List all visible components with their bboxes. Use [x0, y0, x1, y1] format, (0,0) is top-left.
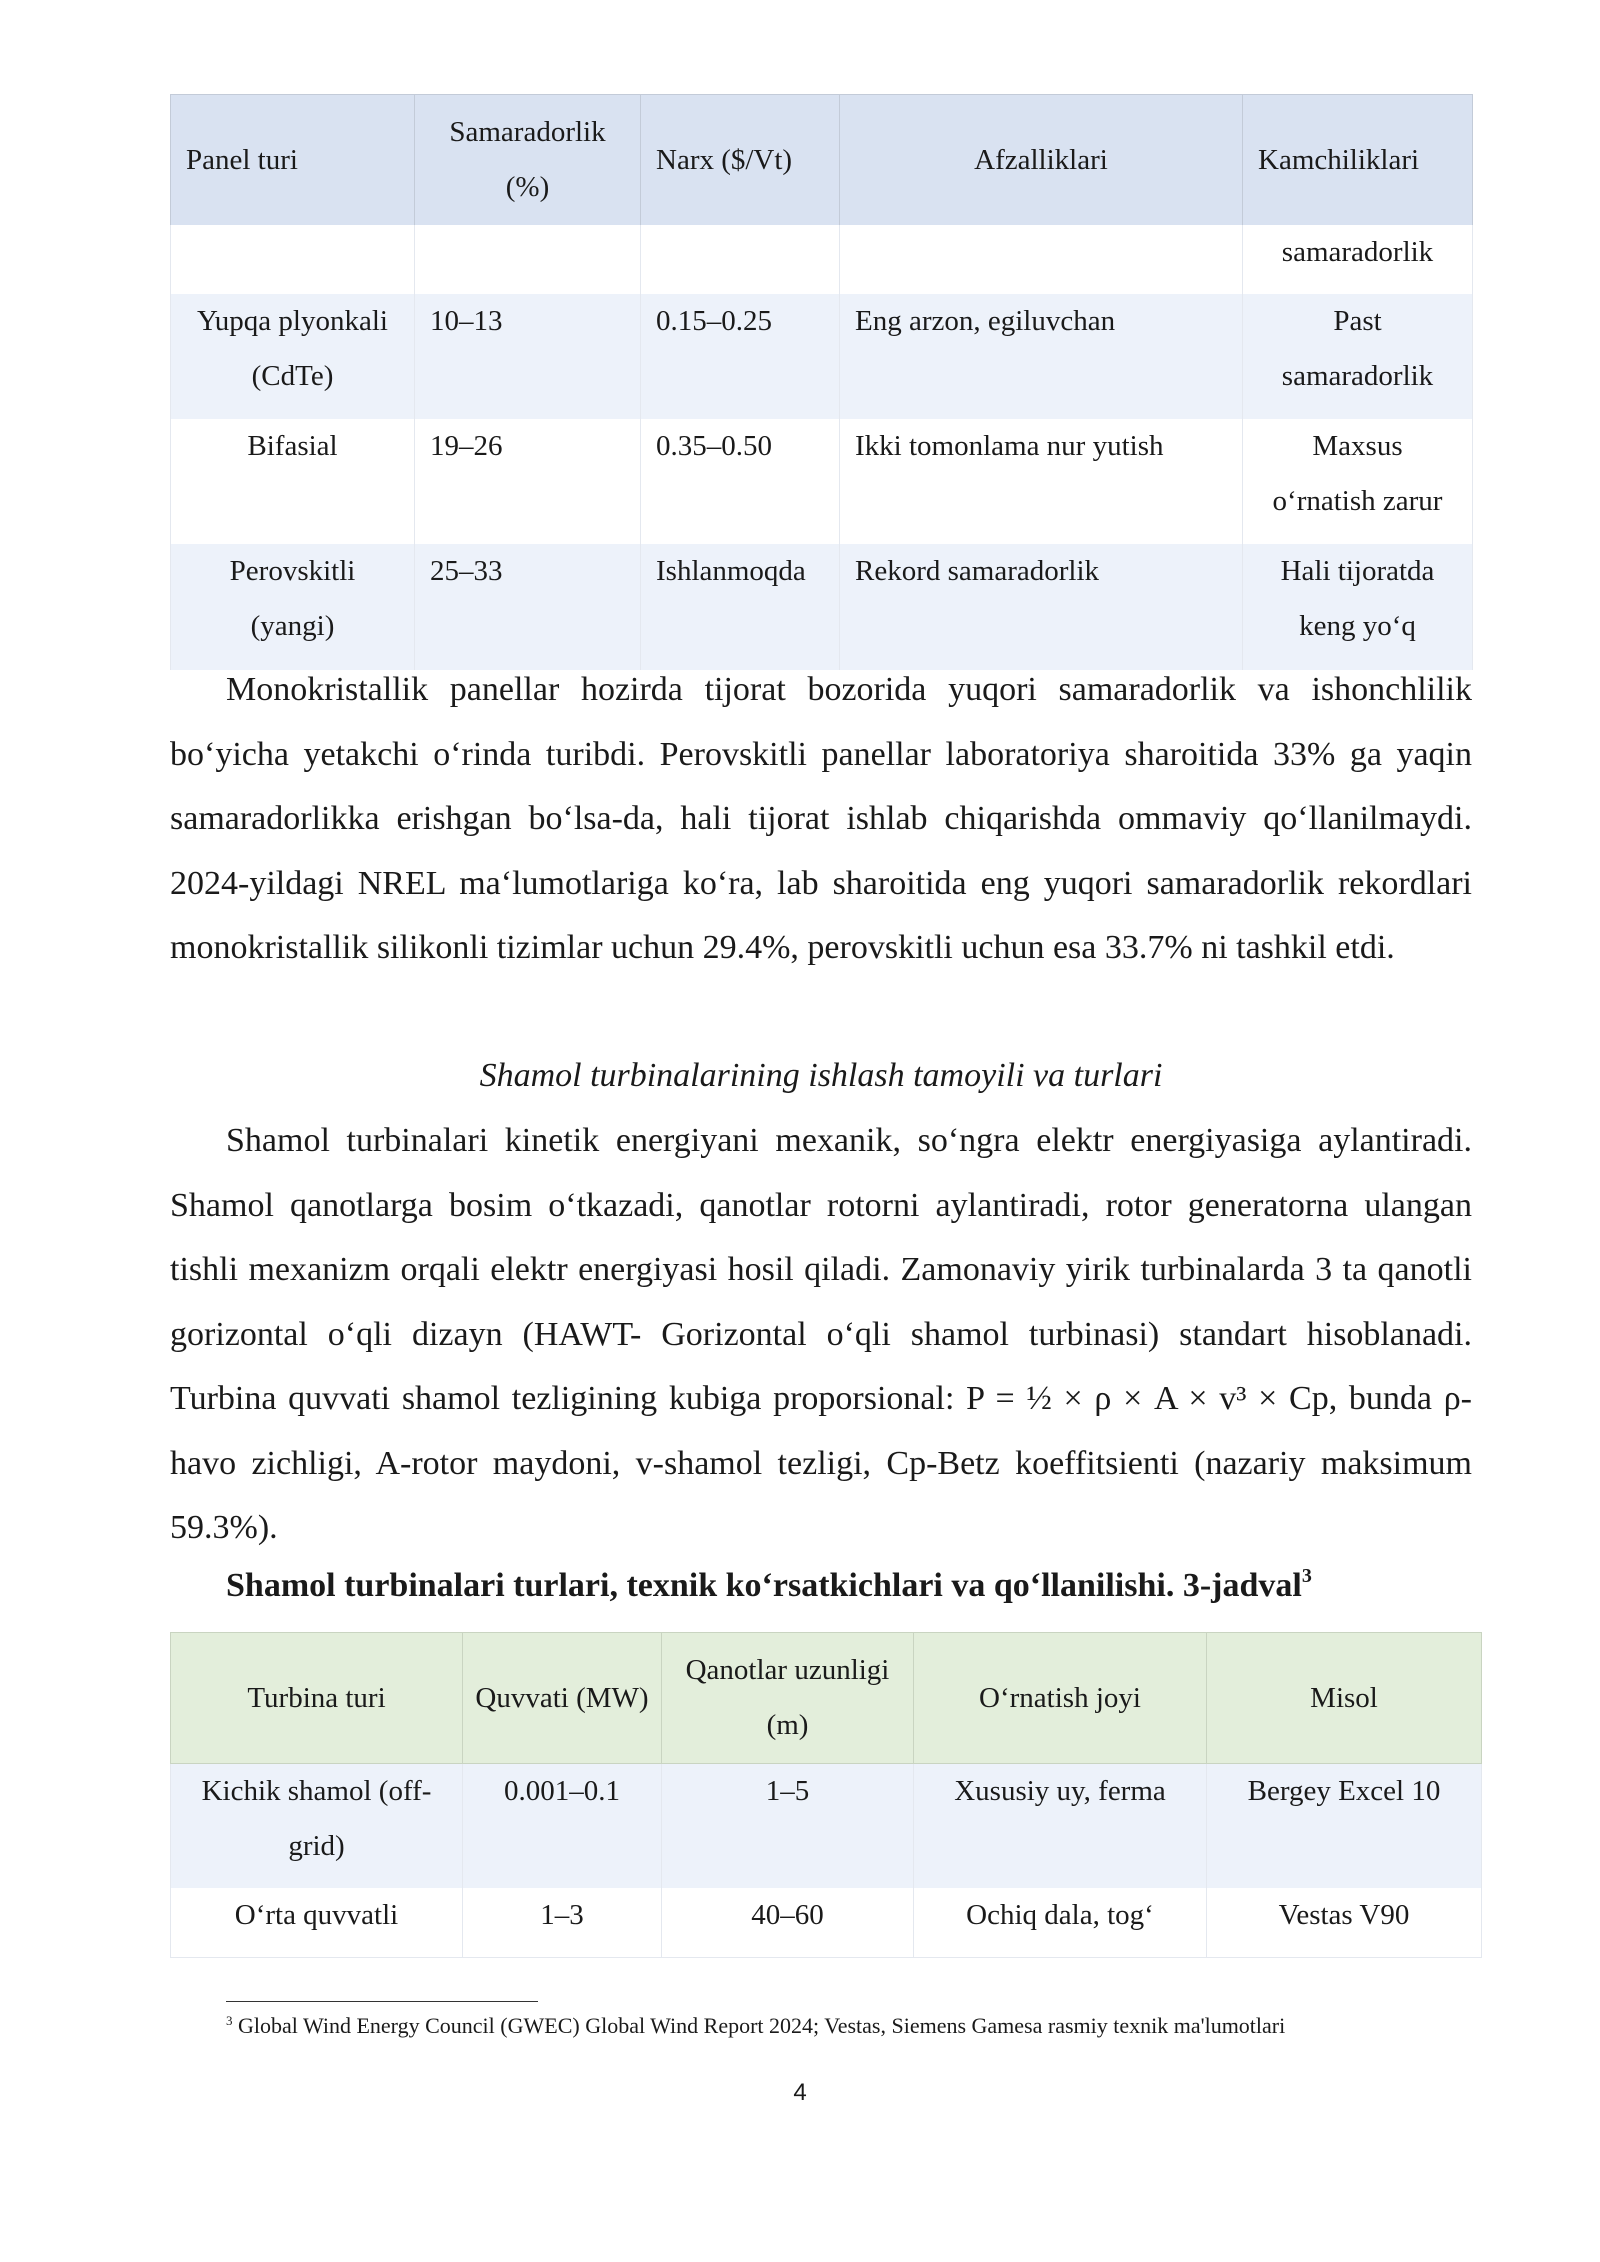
- table-cell: Ochiq dala, tog‘: [914, 1888, 1207, 1958]
- column-header: O‘rnatish joyi: [914, 1633, 1207, 1764]
- table-row: [171, 1888, 1482, 1958]
- column-header: Quvvati (MW): [463, 1633, 662, 1764]
- column-header: Narx ($/Vt): [641, 95, 840, 226]
- table-cell: 40–60: [662, 1888, 914, 1958]
- table-cell: Vestas V90: [1207, 1888, 1482, 1958]
- table-cell: Eng arzon, egiluvchan: [840, 294, 1243, 419]
- table-row: [171, 544, 1473, 670]
- table-cell: 25–33: [415, 544, 641, 670]
- table-cell: Kichik shamol (off-grid): [171, 1764, 463, 1888]
- body-paragraph: [170, 658, 1472, 981]
- table-cell: Past samaradorlik: [1243, 294, 1473, 419]
- footnote: [226, 2010, 1472, 2042]
- footnote-number: 3: [226, 2013, 233, 2028]
- table-cell: Xususiy uy, ferma: [914, 1764, 1207, 1888]
- table-row: [171, 225, 1473, 294]
- table-cell: [415, 225, 641, 294]
- wind-turbine-table: [170, 1632, 1482, 1958]
- table-cell: [171, 225, 415, 294]
- table-cell: 19–26: [415, 419, 641, 544]
- table-cell: Yupqa plyonkali (CdTe): [171, 294, 415, 419]
- table-cell: O‘rta quvvatli: [171, 1888, 463, 1958]
- table-cell: 10–13: [415, 294, 641, 419]
- footnote-text: Global Wind Energy Council (GWEC) Global Wind Report 2024; Vestas, Siemens Gamesa rasmiy texnik ma'lumotlari: [238, 2013, 1286, 2038]
- table-cell: Bergey Excel 10: [1207, 1764, 1482, 1888]
- table-cell: Ikki tomonlama nur yutish: [840, 419, 1243, 544]
- table-cell: Perovskitli (yangi): [171, 544, 415, 670]
- table-cell: Maxsus o‘rnatish zarur: [1243, 419, 1473, 544]
- column-header: Turbina turi: [171, 1633, 463, 1764]
- solar-panel-table: [170, 94, 1473, 670]
- paragraph-text: Monokristallik panellar hozirda tijorat bozorida yuqori samaradorlik va ishonchlilik bo‘yicha yetakchi o‘rinda turibdi. Perovskitli panellar laboratoriya sharoitida 33% ga yaqin samaradorlikka erishgan bo‘lsa-da, hali tijorat ishlab chiqarishda ommaviy qo‘llanilmaydi. 2024-yildagi NREL ma‘lumotlariga ko‘ra, lab sharoitida eng yuqori samaradorlik rekordlari monokristallik silikonli tizimlar uchun 29.4%, perovskitli uchun esa 33.7% ni tashkil etdi.: [170, 671, 1472, 966]
- column-header: Misol: [1207, 1633, 1482, 1764]
- table-cell: 0.35–0.50: [641, 419, 840, 544]
- table-cell: [641, 225, 840, 294]
- body-paragraph: [170, 1109, 1472, 1561]
- section-heading: Shamol turbinalarining ishlash tamoyili va turlari: [479, 1057, 1163, 1094]
- table-row: [171, 1764, 1482, 1888]
- footnote-separator: [226, 2001, 538, 2002]
- table-cell: Hali tijoratda keng yo‘q: [1243, 544, 1473, 670]
- table-header-row: [171, 95, 1473, 226]
- column-header: Kamchiliklari: [1243, 95, 1473, 226]
- table-cell: Bifasial: [171, 419, 415, 544]
- table-cell: Rekord samaradorlik: [840, 544, 1243, 670]
- column-header: Samaradorlik (%): [415, 95, 641, 226]
- table-cell: Ishlanmoqda: [641, 544, 840, 670]
- table-row: [171, 294, 1473, 419]
- table-row: [171, 419, 1473, 544]
- table-cell: 0.001–0.1: [463, 1764, 662, 1888]
- table-caption: [226, 1562, 1312, 1610]
- table-header-row: [171, 1633, 1482, 1764]
- footnote-reference: 3: [1301, 1565, 1312, 1587]
- table-cell: 1–5: [662, 1764, 914, 1888]
- table-cell: 0.15–0.25: [641, 294, 840, 419]
- table-cell: samaradorlik: [1243, 225, 1473, 294]
- table-cell: [840, 225, 1243, 294]
- column-header: Qanotlar uzunligi (m): [662, 1633, 914, 1764]
- paragraph-text: Shamol turbinalari kinetik energiyani mexanik, so‘ngra elektr energiyasiga aylantiradi. Shamol qanotlarga bosim o‘tkazadi, qanotlar rotorni aylantiradi, rotor generatorna ulangan tishli mexanizm orqali elektr energiyasi hosil qiladi. Zamonaviy yirik turbinalarda 3 ta qanotli gorizontal o‘qli dizayn (HAWT- Gorizontal o‘qli shamol turbinasi) standart hisoblanadi. Turbina quvvati shamol tezligining kubiga proporsional: P = ½ × ρ × A × v³ × Cp, bunda ρ-havo zichligi, A-rotor maydoni, v-shamol tezligi, Cp-Betz koeffitsienti (nazariy maksimum 59.3%).: [170, 1122, 1472, 1546]
- column-header: Afzalliklari: [840, 95, 1243, 226]
- table-cell: 1–3: [463, 1888, 662, 1958]
- column-header: Panel turi: [171, 95, 415, 226]
- caption-text: Shamol turbinalari turlari, texnik ko‘rsatkichlari va qo‘llanilishi. 3-jadval: [226, 1567, 1302, 1604]
- page-number: 4: [793, 2079, 807, 2106]
